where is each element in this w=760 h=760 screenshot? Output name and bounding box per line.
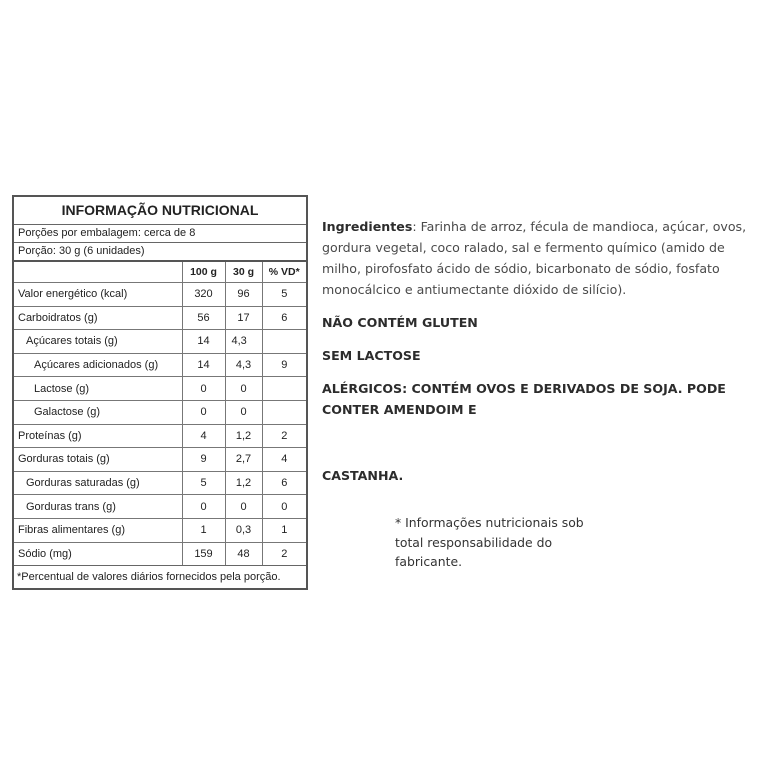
value-30g: 2,7 [225, 448, 262, 472]
lactose-free-statement: SEM LACTOSE [322, 348, 421, 363]
header-30g: 30 g [225, 262, 262, 283]
servings-per-package: Porções por embalagem: cerca de 8 [14, 225, 306, 243]
allergens-statement-continued: CASTANHA. [322, 468, 404, 483]
header-nutrient [14, 262, 182, 283]
table-row [14, 471, 306, 495]
value-30g: 1,2 [225, 471, 262, 495]
value-100g: 1 [182, 518, 225, 542]
value-30g: 0 [225, 495, 262, 519]
value-30g: 0 [225, 400, 262, 424]
value-vd: 6 [262, 471, 306, 495]
value-vd: 4 [262, 448, 306, 472]
value-100g: 5 [182, 471, 225, 495]
value-30g: 4,3 [225, 353, 262, 377]
nutrient-name: Gorduras totais (g) [14, 448, 182, 472]
nutrient-name: Sódio (mg) [14, 542, 182, 565]
table-row [14, 495, 306, 519]
value-30g: 96 [225, 283, 262, 307]
ingredients-paragraph [322, 216, 752, 300]
value-vd: 1 [262, 518, 306, 542]
value-100g: 14 [182, 353, 225, 377]
table-row [14, 448, 306, 472]
header-vd: % VD* [262, 262, 306, 283]
allergens-statement: ALÉRGICOS: CONTÉM OVOS E DERIVADOS DE SOJA. PODE CONTER AMENDOIM E [322, 381, 726, 417]
value-30g: 0,3 [225, 518, 262, 542]
value-vd: 2 [262, 542, 306, 565]
value-100g: 159 [182, 542, 225, 565]
nutrient-name: Gorduras saturadas (g) [14, 471, 182, 495]
value-30g: 1,2 [225, 424, 262, 448]
product-text-column [322, 216, 752, 486]
nutrition-disclaimer: * Informações nutricionais sob total responsabilidade do fabricante. [395, 515, 584, 569]
value-100g: 14 [182, 330, 225, 354]
nutrient-name: Proteínas (g) [14, 424, 182, 448]
value-100g: 9 [182, 448, 225, 472]
nutrient-name: Carboidratos (g) [14, 306, 182, 330]
nutrient-name: Lactose (g) [14, 377, 182, 401]
value-30g: 17 [225, 306, 262, 330]
table-row [14, 424, 306, 448]
nutrition-facts-table [12, 195, 308, 590]
value-100g: 4 [182, 424, 225, 448]
nutrient-name: Fibras alimentares (g) [14, 518, 182, 542]
value-100g: 0 [182, 377, 225, 401]
value-vd: 5 [262, 283, 306, 307]
ingredients-text: : Farinha de arroz, fécula de mandioca, açúcar, ovos, gordura vegetal, coco ralado, sal e fermento químico (amido de milho, pirofosfato ácido de sódio, bicarbonato de sódio, fosfato monocálcico e antiumectante dióxido de silício). [322, 219, 747, 297]
nutrient-grid [14, 262, 306, 565]
table-row [14, 306, 306, 330]
value-100g: 56 [182, 306, 225, 330]
table-row [14, 400, 306, 424]
table-row [14, 330, 306, 354]
table-row [14, 542, 306, 565]
value-30g: 4,3 [225, 330, 262, 354]
serving-size: Porção: 30 g (6 unidades) [14, 243, 306, 262]
value-vd: 9 [262, 353, 306, 377]
value-vd: 6 [262, 306, 306, 330]
table-row [14, 353, 306, 377]
value-100g: 0 [182, 495, 225, 519]
nutrient-name: Açúcares totais (g) [14, 330, 182, 354]
nutrient-name: Açúcares adicionados (g) [14, 353, 182, 377]
value-100g: 0 [182, 400, 225, 424]
nutrition-footnote: *Percentual de valores diários fornecidos pela porção. [14, 565, 306, 588]
nutrient-header-row [14, 262, 306, 283]
nutrient-name: Gorduras trans (g) [14, 495, 182, 519]
table-row [14, 283, 306, 307]
table-row [14, 377, 306, 401]
ingredients-label: Ingredientes [322, 219, 413, 234]
nutrient-name: Galactose (g) [14, 400, 182, 424]
nutrient-name: Valor energético (kcal) [14, 283, 182, 307]
value-vd: 2 [262, 424, 306, 448]
value-vd [262, 400, 306, 424]
value-100g: 320 [182, 283, 225, 307]
gluten-free-statement: NÃO CONTÉM GLUTEN [322, 315, 478, 330]
value-vd [262, 377, 306, 401]
value-vd: 0 [262, 495, 306, 519]
header-100g: 100 g [182, 262, 225, 283]
value-vd [262, 330, 306, 354]
value-30g: 0 [225, 377, 262, 401]
value-30g: 48 [225, 542, 262, 565]
table-row [14, 518, 306, 542]
nutrition-title: INFORMAÇÃO NUTRICIONAL [14, 197, 306, 225]
